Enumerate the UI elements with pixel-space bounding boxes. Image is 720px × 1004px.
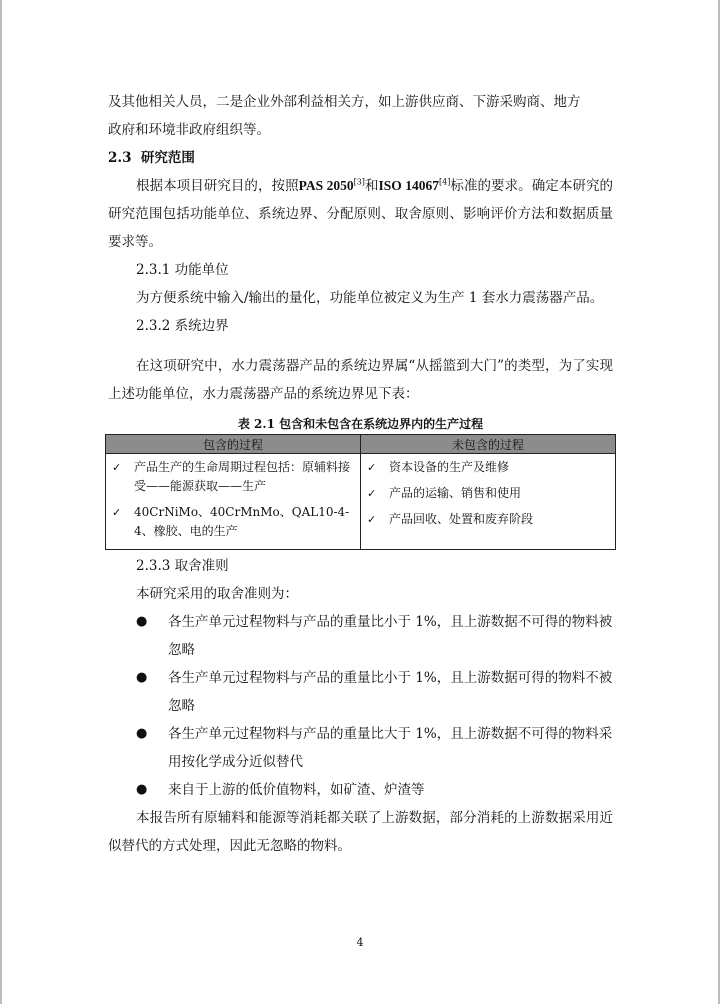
check-icon: ✓ [367,461,377,474]
intro-line-2: 政府和环境非政府组织等。 [108,122,270,138]
bullet-text: 各生产单元过程物料与产品的重量比大于 1%，且上游数据不可得的物料采用按化学成分近似替代 [168,726,613,770]
system-boundary-table [105,434,616,550]
list-item [112,458,354,496]
standard-iso14067: ISO 14067 [378,178,439,193]
bullet-icon: ● [136,782,148,797]
list-item [136,720,613,776]
section-2-3-heading [108,144,613,172]
check-icon: ✓ [112,461,122,474]
page-frame-left [0,0,2,1004]
excluded-item-text: 产品的运输、销售和使用 [389,486,522,500]
included-cell [106,454,361,550]
table-header-included: 包含的过程 [106,435,361,454]
excluded-cell [361,454,616,550]
text-run: 标准的要求。确定本研究的研究范围包括功能单位、系统边界、分配原则、取舍原则、影响评价方法和数据质量要求等。 [108,178,613,250]
check-icon: ✓ [112,506,122,519]
bullet-icon: ● [136,670,148,685]
bullet-text: 各生产单元过程物料与产品的重量比小于 1%，且上游数据不可得的物料被忽略 [168,614,613,658]
excluded-item-text: 产品回收、处置和废弃阶段 [389,512,534,526]
section-2-3-3-closing: 本报告所有原辅料和能源等消耗都关联了上游数据，部分消耗的上游数据采用近似替代的方式处理，因此无忽略的物料。 [108,810,613,854]
included-item-text: 40CrNiMo、40CrMnMo、QAL10-4-4、橡胶、电的生产 [134,505,350,538]
intro-line-1: 及其他相关人员，二是企业外部利益相关方，如上游供应商、下游采购商、地方 [108,94,581,110]
table-header-excluded: 未包含的过程 [361,435,616,454]
page-number: 4 [356,936,364,949]
check-icon: ✓ [367,487,377,500]
section-title: 研究范围 [140,150,195,166]
citation-ref-3: [3] [353,177,365,187]
list-item [367,510,609,529]
section-2-3-3-intro: 本研究采用的取舍准则为： [136,586,298,602]
bullet-icon: ● [136,614,148,629]
section-2-3-2-body: 在这项研究中，水力震荡器产品的系统边界属“从摇篮到大门”的类型，为了实现上述功能单位，水力震荡器产品的系统边界见下表： [108,358,613,402]
intro-paragraph [108,88,613,144]
bullet-text: 各生产单元过程物料与产品的重量比小于 1%，且上游数据可得的物料不被忽略 [168,670,613,714]
list-item [136,664,613,720]
list-item [367,484,609,503]
section-number: 2.3 [108,150,132,166]
list-item [367,458,609,477]
text-run: 和 [364,178,379,194]
text-run: 根据本项目研究目的，按照 [136,178,299,194]
bullet-icon: ● [136,726,148,741]
document-page [108,88,613,860]
section-2-3-1-body: 为方便系统中输入/输出的量化，功能单位被定义为生产 1 套水力震荡器产品。 [136,290,604,306]
list-item [136,608,613,664]
citation-ref-4: [4] [439,177,451,187]
table-caption: 表 2.1 包含和未包含在系统边界内的生产过程 [237,417,484,431]
standard-pas2050: PAS 2050 [298,178,354,193]
section-2-3-2-heading: 2.3.2 系统边界 [136,318,229,334]
check-icon: ✓ [367,513,377,526]
included-item-text: 产品生产的生命周期过程包括：原辅料接受——能源获取——生产 [134,460,351,493]
section-2-3-3-heading: 2.3.3 取舍准则 [136,558,229,574]
section-2-3-1-heading: 2.3.1 功能单位 [136,262,229,278]
list-item [112,503,354,541]
section-2-3-paragraph [108,172,613,256]
list-item [136,776,613,804]
excluded-item-text: 资本设备的生产及维修 [389,460,510,474]
bullet-text: 来自于上游的低价值物料，如矿渣、炉渣等 [168,782,425,798]
